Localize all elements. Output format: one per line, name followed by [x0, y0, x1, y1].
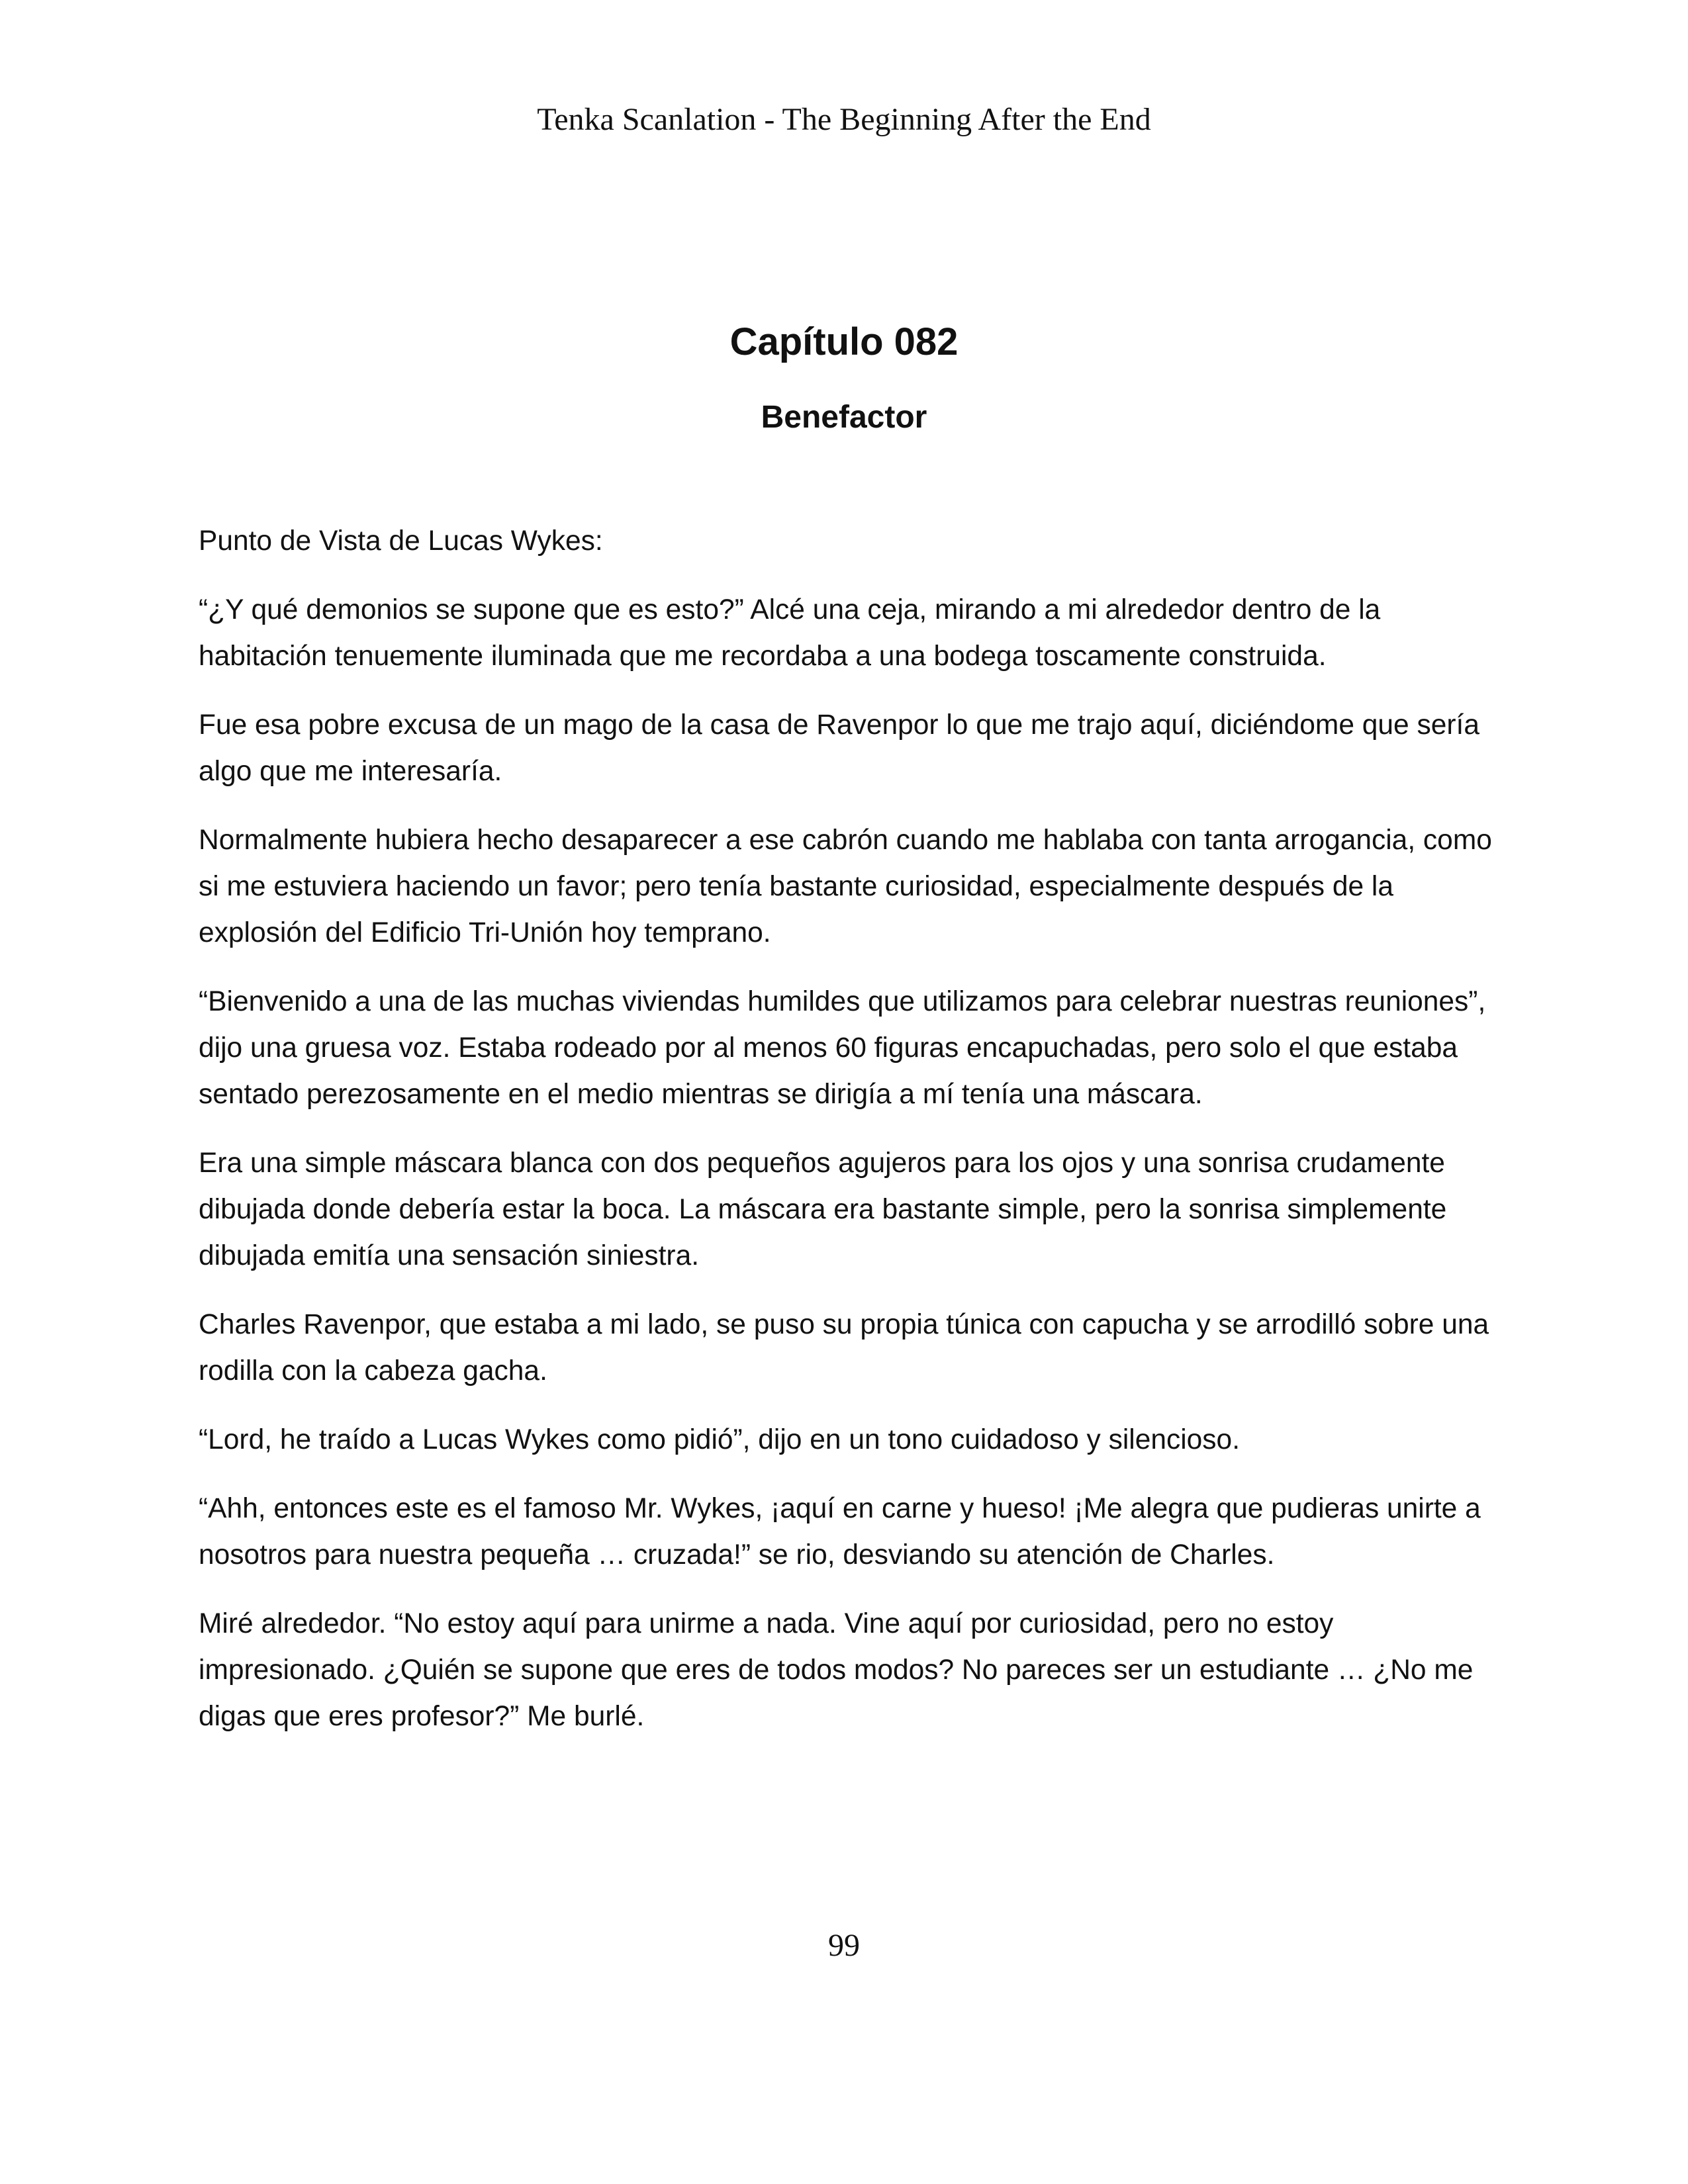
- page-number: 99: [828, 1928, 860, 1963]
- paragraph: “¿Y qué demonios se supone que es esto?” Alcé una ceja, mirando a mi alrededor dentro de la habitación tenuemente iluminada que me recordaba a una bodega toscamente construida.: [199, 594, 1381, 672]
- paragraph: Miré alrededor. “No estoy aquí para unirme a nada. Vine aquí por curiosidad, pero no estoy impresionado. ¿Quién se supone que eres de todos modos? No pareces ser un estudiante … ¿No me digas que eres profesor?” Me burlé.: [199, 1608, 1474, 1732]
- paragraph: “Lord, he traído a Lucas Wykes como pidió”, dijo en un tono cuidadoso y silencioso.: [199, 1424, 1240, 1455]
- running-header: Tenka Scanlation - The Beginning After the End: [537, 102, 1151, 137]
- chapter-subtitle: Benefactor: [761, 400, 927, 435]
- paragraph: “Bienvenido a una de las muchas viviendas humildes que utilizamos para celebrar nuestras reuniones”, dijo una gruesa voz. Estaba rodeado por al menos 60 figuras encapuchadas, pero solo el que estaba sentado perezosamente en el medio mientras se dirigía a mí tenía una máscara.: [199, 986, 1486, 1110]
- paragraph: “Ahh, entonces este es el famoso Mr. Wykes, ¡aquí en carne y hueso! ¡Me alegra que pudieras unirte a nosotros para nuestra pequeña … cruzada!” se rio, desviando su atención de Charles.: [199, 1493, 1481, 1570]
- paragraph: Fue esa pobre excusa de un mago de la casa de Ravenpor lo que me trajo aquí, diciéndome que sería algo que me interesaría.: [199, 709, 1479, 787]
- chapter-title: Capítulo 082: [729, 320, 959, 363]
- chapter-body: [199, 518, 1509, 1762]
- paragraph: Era una simple máscara blanca con dos pequeños agujeros para los ojos y una sonrisa crudamente dibujada donde debería estar la boca. La máscara era bastante simple, pero la sonrisa simplemente dibujada emitía una sensación siniestra.: [199, 1148, 1447, 1271]
- paragraph: Charles Ravenpor, que estaba a mi lado, se puso su propia túnica con capucha y se arrodilló sobre una rodilla con la cabeza gacha.: [199, 1309, 1489, 1387]
- paragraph: Normalmente hubiera hecho desaparecer a ese cabrón cuando me hablaba con tanta arrogancia, como si me estuviera haciendo un favor; pero tenía bastante curiosidad, especialmente después de la explosión del Edificio Tri-Unión hoy temprano.: [199, 825, 1492, 948]
- paragraph: Punto de Vista de Lucas Wykes:: [199, 525, 603, 557]
